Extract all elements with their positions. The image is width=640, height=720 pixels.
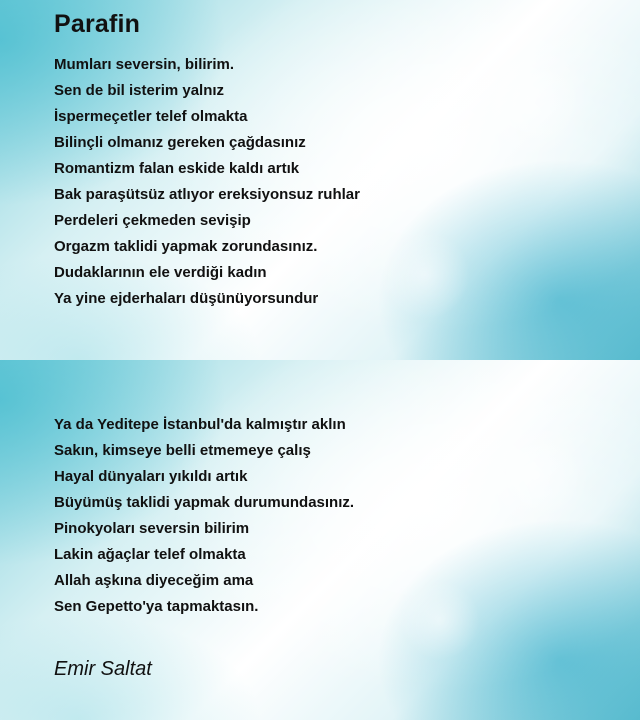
poem-line: Hayal dünyaları yıkıldı artık	[54, 468, 248, 485]
poem-line: Bak paraşütsüz atlıyor ereksiyonsuz ruhlar	[54, 186, 360, 203]
poem-line: Dudaklarının ele verdiği kadın	[54, 264, 267, 281]
poem-line: Pinokyoları seversin bilirim	[54, 520, 250, 537]
poem-line: Orgazm taklidi yapmak zorundasınız.	[54, 238, 318, 255]
poem-line: İspermeçetler telef olmakta	[54, 108, 248, 125]
bokeh-light	[470, 40, 590, 160]
poem-line: Allah aşkına diyeceğim ama	[54, 572, 254, 589]
stanza-1	[54, 52, 360, 312]
poem-line: Ya da Yeditepe İstanbul'da kalmıştır aklın	[54, 416, 346, 433]
poem-line: Lakin ağaçlar telef olmakta	[54, 546, 246, 563]
bokeh-light	[400, 580, 480, 660]
poem-line: Sen Gepetto'ya tapmaktasın.	[54, 598, 259, 615]
poem-line: Sen de bil isterim yalnız	[54, 82, 225, 99]
bokeh-light	[380, 230, 470, 320]
poem-line: Sakın, kimseye belli etmemeye çalış	[54, 442, 311, 459]
poem-line: Romantizm falan eskide kaldı artık	[54, 160, 300, 177]
poem-title: Parafin	[54, 10, 141, 38]
poem-author: Emir Saltat	[54, 658, 152, 680]
poem-line: Mumları seversin, bilirim.	[54, 56, 235, 73]
poem-line: Perdeleri çekmeden sevişip	[54, 212, 251, 229]
poem-card-bottom	[0, 360, 640, 720]
poem-line: Ya yine ejderhaları düşünüyorsundur	[54, 290, 319, 307]
bokeh-light	[480, 420, 590, 530]
poem-line: Büyümüş taklidi yapmak durumundasınız.	[54, 494, 355, 511]
stanza-2	[54, 412, 354, 620]
poem-line: Bilinçli olmanız gereken çağdasınız	[54, 134, 306, 151]
